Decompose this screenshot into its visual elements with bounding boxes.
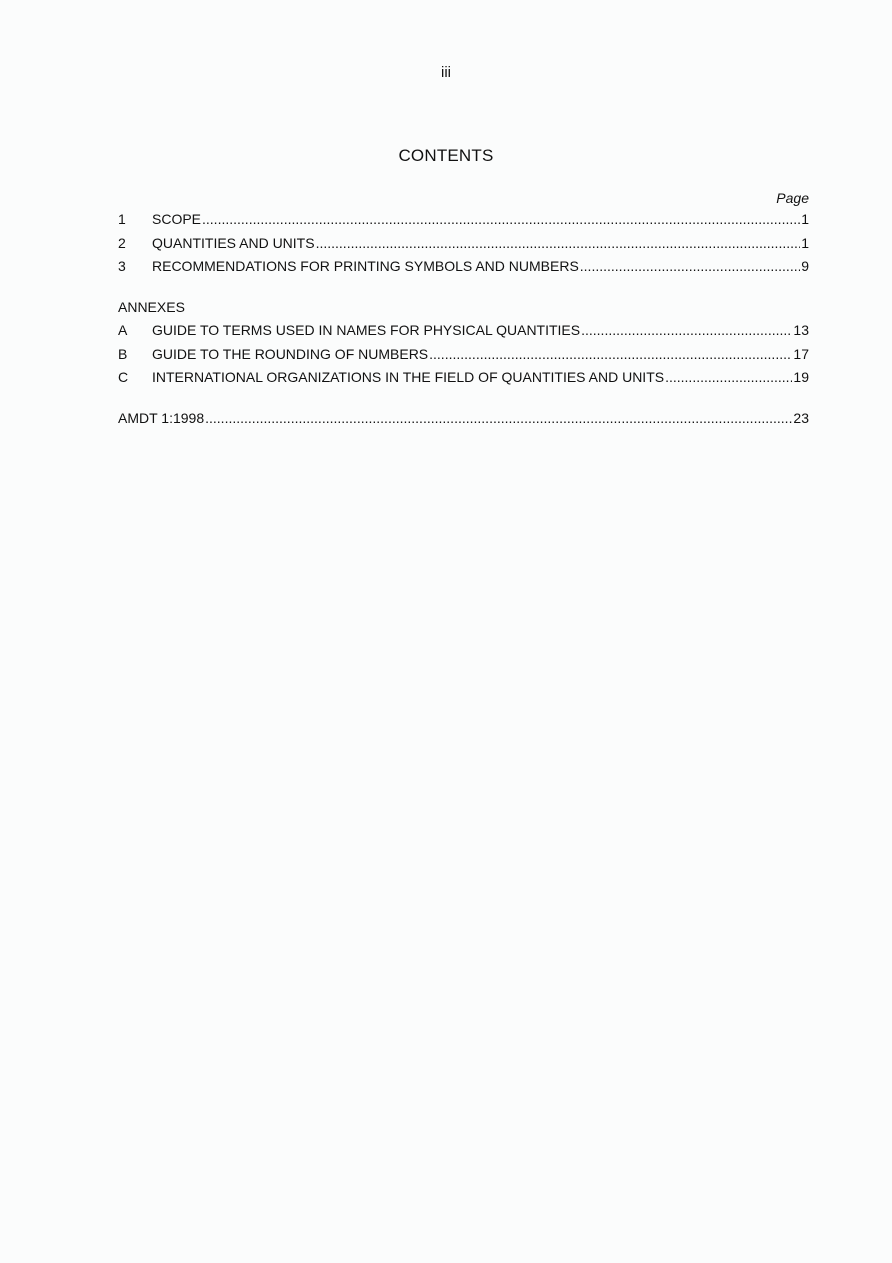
toc-entry-number: 1 (118, 211, 126, 227)
toc-entry-annex-a[interactable] (118, 319, 809, 343)
toc-entry-page: 1 (801, 234, 809, 251)
toc-entry-title: QUANTITIES AND UNITS (152, 234, 315, 251)
table-of-contents (118, 188, 809, 430)
dot-leader (429, 343, 792, 367)
page-number: iii (441, 64, 451, 81)
toc-entry-title: GUIDE TO TERMS USED IN NAMES FOR PHYSICAL QUANTITIES (152, 322, 581, 338)
dot-leader (316, 232, 801, 256)
toc-entry-title: INTERNATIONAL ORGANIZATIONS IN THE FIELD OF QUANTITIES AND UNITS (152, 369, 665, 385)
section-spacer (118, 390, 809, 407)
toc-entry-number: A (118, 322, 128, 338)
toc-entry-annex-c[interactable] (118, 366, 809, 390)
toc-entry-number: B (118, 345, 128, 362)
dot-leader (581, 319, 792, 343)
toc-entry-page: 13 (793, 322, 809, 338)
toc-entry-page: 17 (793, 345, 809, 362)
toc-entry-page: 9 (801, 258, 809, 274)
toc-entry-annex-b[interactable] (118, 343, 809, 367)
page-title: CONTENTS (398, 146, 494, 165)
toc-entry-number: 3 (118, 258, 126, 274)
toc-entry-page: 23 (793, 409, 809, 426)
dot-leader (205, 407, 792, 431)
dot-leader (202, 208, 800, 232)
toc-entry-page: 1 (801, 211, 809, 227)
annexes-heading: ANNEXES (118, 298, 185, 315)
page-column-header: Page (776, 190, 809, 206)
toc-entry-title: SCOPE (152, 211, 202, 227)
toc-entry-title: AMDT 1:1998 (118, 409, 205, 426)
dot-leader (580, 255, 800, 279)
toc-entry-title: GUIDE TO THE ROUNDING OF NUMBERS (152, 345, 429, 362)
toc-entry-quantities-and-units[interactable] (118, 232, 809, 256)
section-spacer (118, 279, 809, 296)
toc-entry-title: RECOMMENDATIONS FOR PRINTING SYMBOLS AND NUMBERS (152, 258, 579, 274)
toc-entry-number: C (118, 369, 129, 385)
toc-entry-scope[interactable] (118, 208, 809, 232)
toc-entry-page: 19 (793, 369, 809, 385)
toc-entry-recommendations[interactable] (118, 255, 809, 279)
toc-entry-number: 2 (118, 234, 126, 251)
dot-leader (665, 366, 792, 390)
toc-entry-amendment[interactable] (118, 407, 809, 431)
